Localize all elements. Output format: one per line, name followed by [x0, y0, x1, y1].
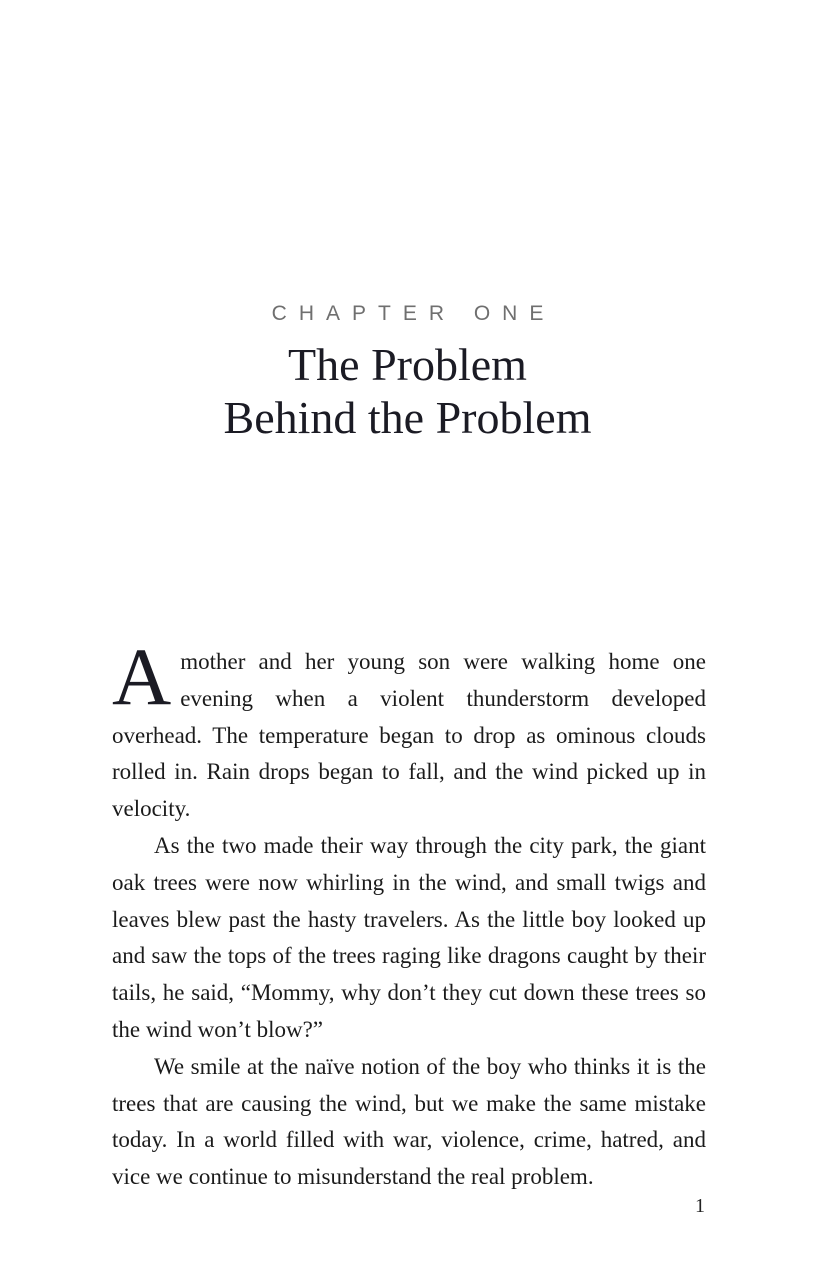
body-text: [112, 631, 706, 1196]
chapter-title-line-2: Behind the Problem: [223, 392, 592, 443]
chapter-title-line-1: The Problem: [288, 339, 527, 390]
paragraph-1-text: mother and her young son were walking home one evening when a violent thunderstorm developed overhead. The temperature began to drop as ominous clouds rolled in. Rain drops began to fall, and the wind picked up in velocity.: [112, 649, 706, 822]
paragraph-2: As the two made their way through the city park, the giant oak trees were now whirling in the wind, and small twigs and leaves blew past the hasty travelers. As the little boy looked up and saw the tops of the trees raging like dragons caught by their tails, he said, “Mommy, why don’t they cut down these trees so the wind won’t blow?”: [112, 832, 706, 1042]
page-number: 1: [695, 1195, 705, 1217]
chapter-title: [0, 338, 815, 444]
dropcap-letter: A: [112, 631, 172, 722]
chapter-label: CHAPTER ONE: [271, 302, 556, 325]
paragraph-3: We smile at the naïve notion of the boy who thinks it is the trees that are causing the wind, but we make the same mistake today. In a world filled with war, violence, crime, hatred, and vice we continue to misunderstand the real problem.: [112, 1053, 706, 1190]
paragraph-1: [112, 631, 706, 828]
